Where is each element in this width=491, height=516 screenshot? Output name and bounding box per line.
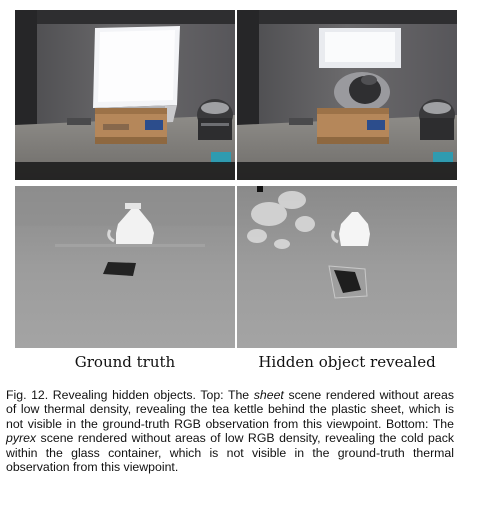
caption-prefix: Fig. 12. Revealing hidden objects. Top: The xyxy=(6,388,254,402)
caption-scene-name-pyrex: pyrex xyxy=(6,431,37,446)
rgb-ground-truth-image xyxy=(15,10,235,180)
caption-scene-name-sheet: sheet xyxy=(253,388,284,402)
column-label-hidden-object-revealed: Hidden object revealed xyxy=(258,353,436,371)
rgb-hidden-object-revealed-image xyxy=(237,10,457,180)
thermal-hidden-object-revealed-image xyxy=(237,186,457,348)
column-label-ground-truth: Ground truth xyxy=(74,353,176,371)
caption-suffix: scene rendered without areas of low RGB density, revealing the cold pack within the glass container, which is not visible in the ground-truth thermal observation from this viewpoint. xyxy=(6,431,454,475)
figure-caption xyxy=(6,388,454,474)
caption-middle: scene rendered without areas of low thermal density, revealing the tea kettle behind the plastic sheet, which is not visible in the ground-truth RGB observation from this viewpoint. Bottom: The xyxy=(6,388,454,431)
thermal-ground-truth-image xyxy=(15,186,235,348)
